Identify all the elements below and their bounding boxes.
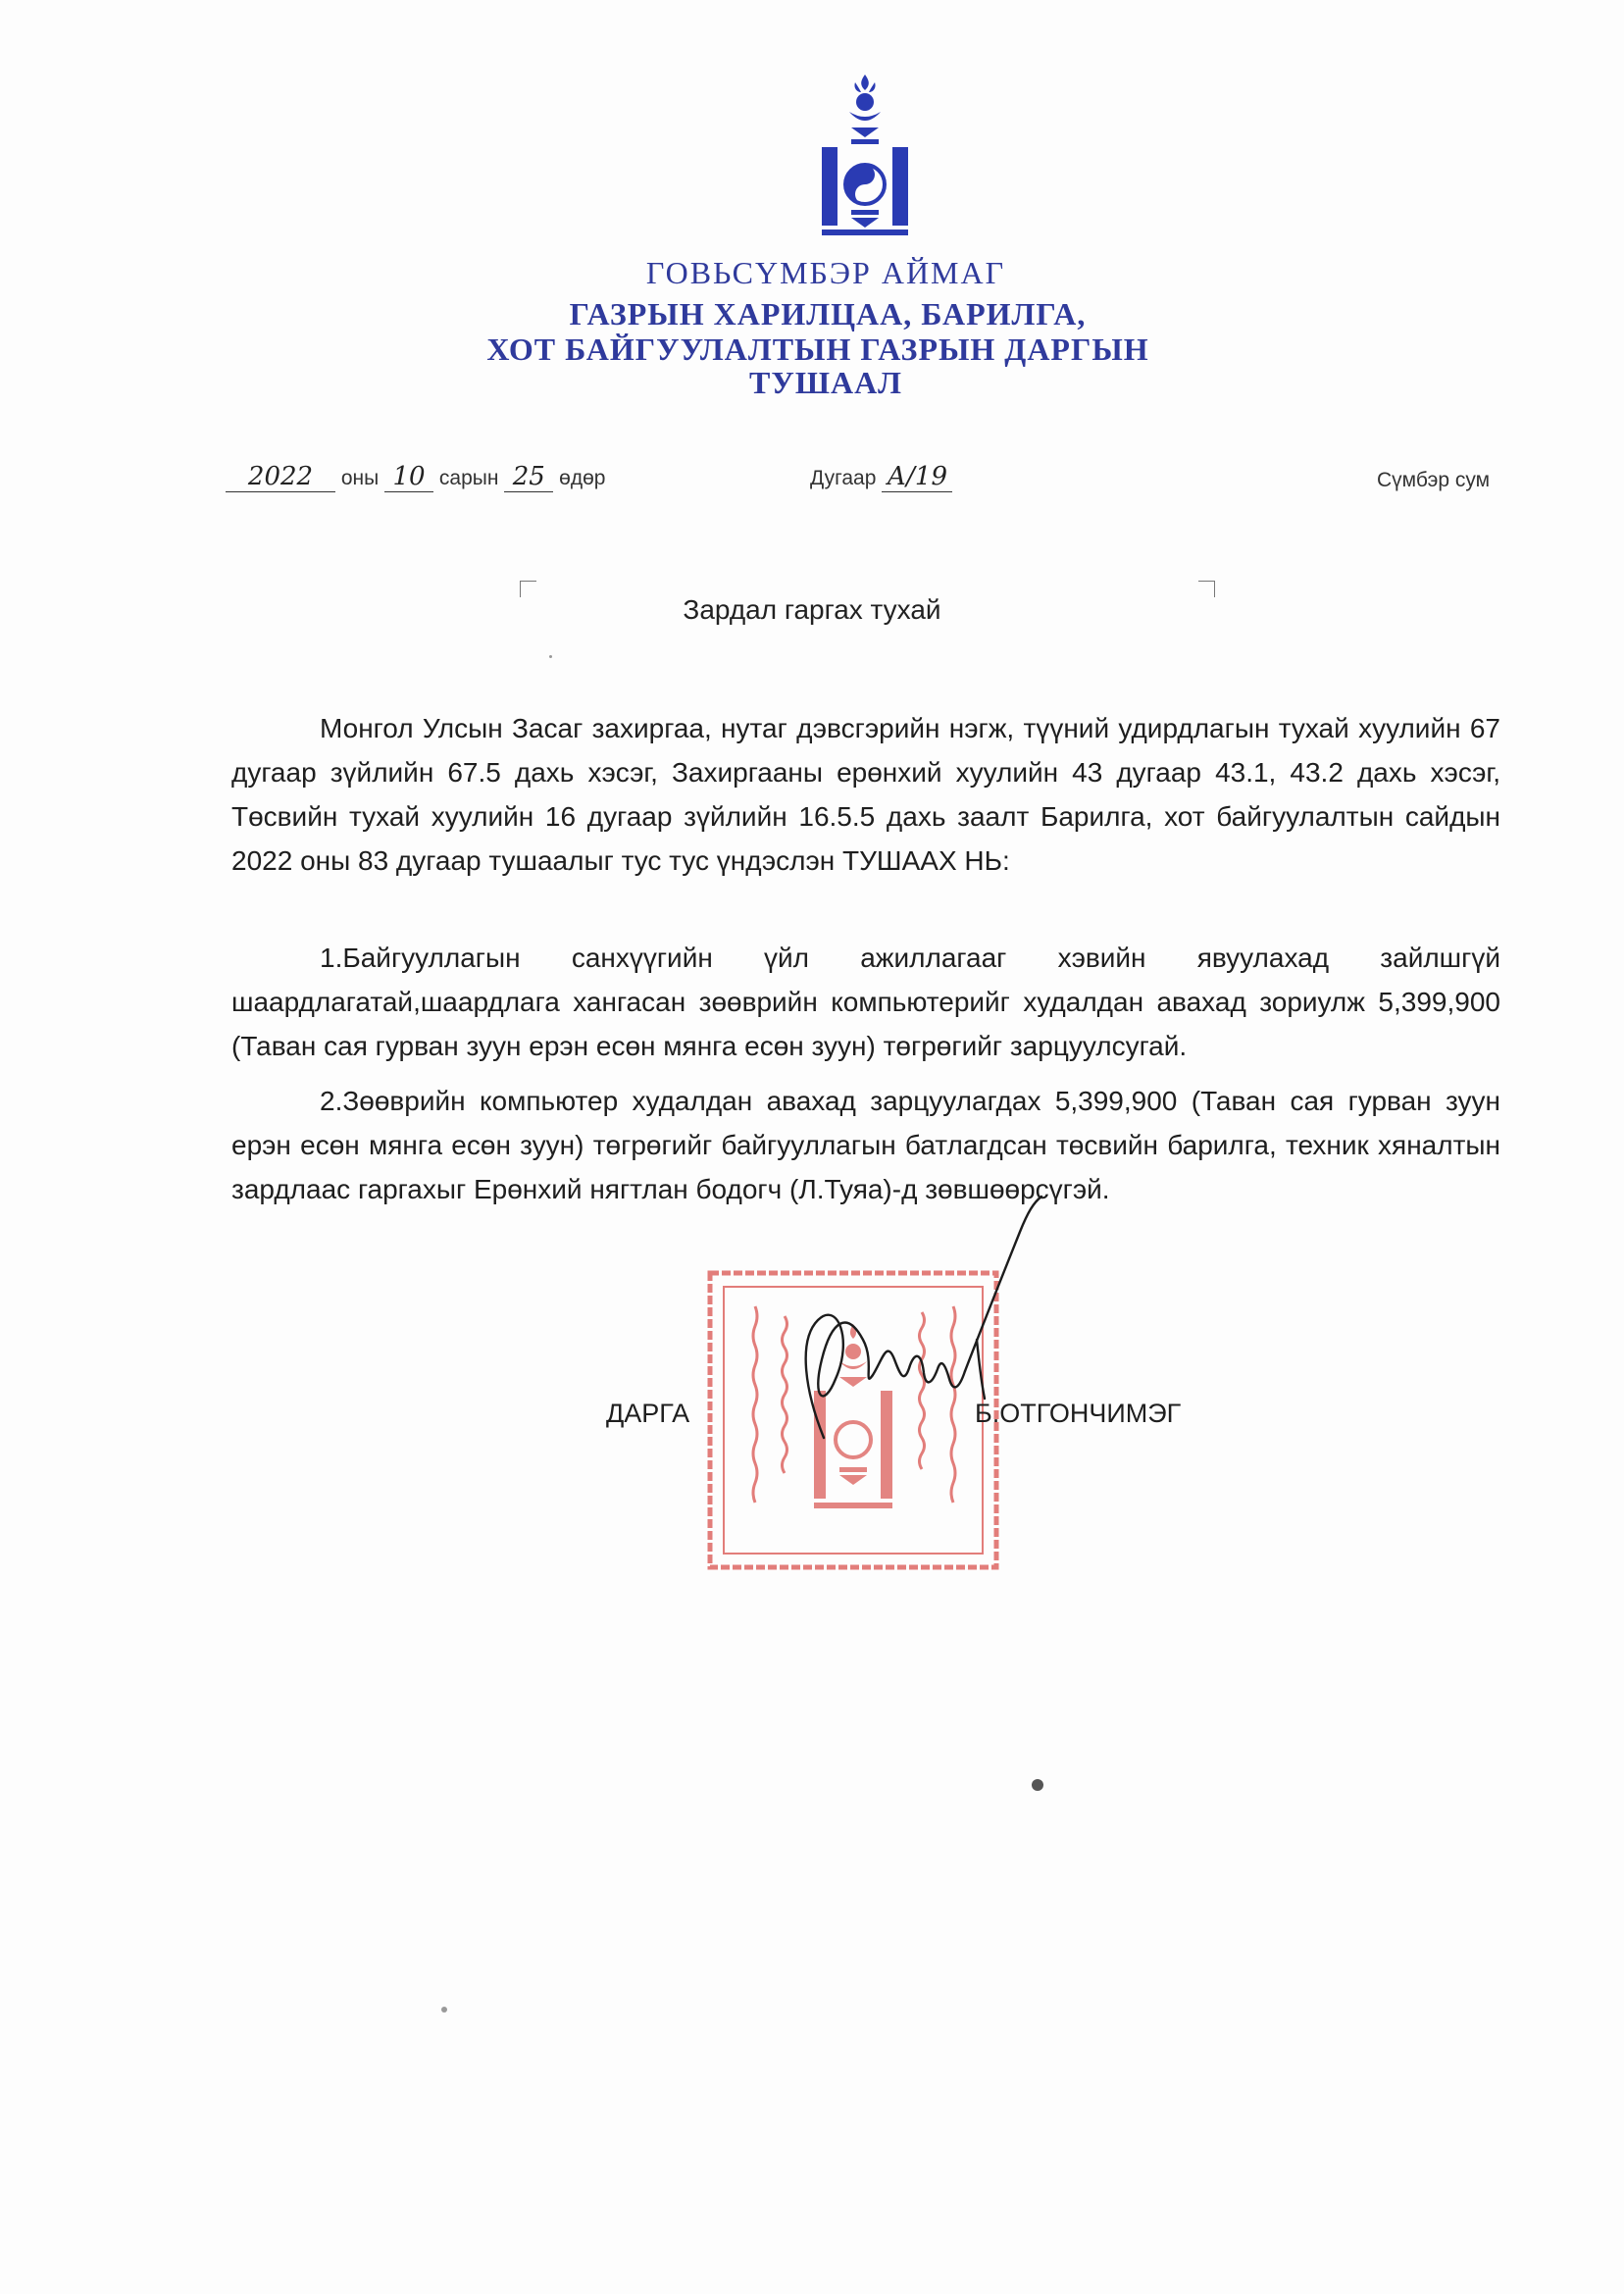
aimag-heading: ГОВЬСҮМБЭР АЙМАГ (645, 255, 1006, 290)
scan-speck (1032, 1779, 1043, 1791)
date-field (226, 464, 605, 492)
signatory-title: ДАРГА (606, 1399, 690, 1428)
office-heading-line2: ХОТ БАЙГУУЛАЛТЫН ГАЗРЫН ДАРГЫН (486, 331, 1149, 367)
place-field: Сүмбэр сум (1377, 469, 1491, 491)
signatory-name: Б.ОТГОНЧИМЭГ (975, 1399, 1182, 1428)
order-number-value: А/19 (882, 464, 952, 492)
scan-speck (549, 655, 552, 658)
date-number-row (226, 453, 1500, 492)
document-type-heading: ТУШААЛ (748, 365, 903, 400)
year-suffix: оны (340, 467, 380, 489)
day-suffix: өдөр (559, 467, 606, 489)
month-suffix: сарын (438, 467, 499, 489)
document-title: Зардал гаргах тухай (683, 594, 941, 625)
year-value: 2022 (226, 464, 335, 492)
scan-speck (441, 2007, 447, 2013)
number-label: Дугаар (810, 467, 877, 489)
preamble-paragraph: Монгол Улсын Засаг захиргаа, нутаг дэвсгэрийн нэгж, түүний удирдлагын тухай хуулийн 67 дугаар зүйлийн 67.5 дахь хэсэг, Захиргааны ерөнхий хуулийн 43 дугаар 43.1, 43.2 дахь хэсэг, Төсвийн тухай хуулийн 16 дугаар зүйлийн 16.5.5 дахь заалт Барилга, хот байгуулалтын сайдын 2022 оны 83 дугаар тушаалыг тус тус үндэслэн ТУШААХ НЬ: (231, 713, 1500, 876)
month-value: 10 (384, 464, 433, 492)
soyombo-emblem-icon (816, 73, 914, 241)
office-heading-line1: ГАЗРЫН ХАРИЛЦАА, БАРИЛГА, (569, 296, 1087, 331)
order-number-field (810, 464, 952, 492)
order-item-2: 2.Зөөврийн компьютер худалдан авахад зарцуулагдах 5,399,900 (Таван сая гурван зуун ерэн есөн мянга есөн зуун) төгрөгийг байгууллагын батлагдсан төсвийн барилга, техник хяналтын зардлаас гаргахыг Ерөнхий нягтлан бодогч (Л.Туяа)-д зөвшөөрсүгэй. (231, 1086, 1500, 1204)
order-item-1: 1.Байгууллагын санхүүгийн үйл ажиллагааг хэвийн явуулахад зайлшгүй шаардлагатай,шаардлага хангасан зөөврийн компьютерийг худалдан авахад зориулж 5,399,900 (Таван сая гурван зуун ерэн есөн мянга есөн зуун) төгрөгийг зарцуулсугай. (231, 943, 1500, 1061)
day-value: 25 (504, 464, 553, 492)
